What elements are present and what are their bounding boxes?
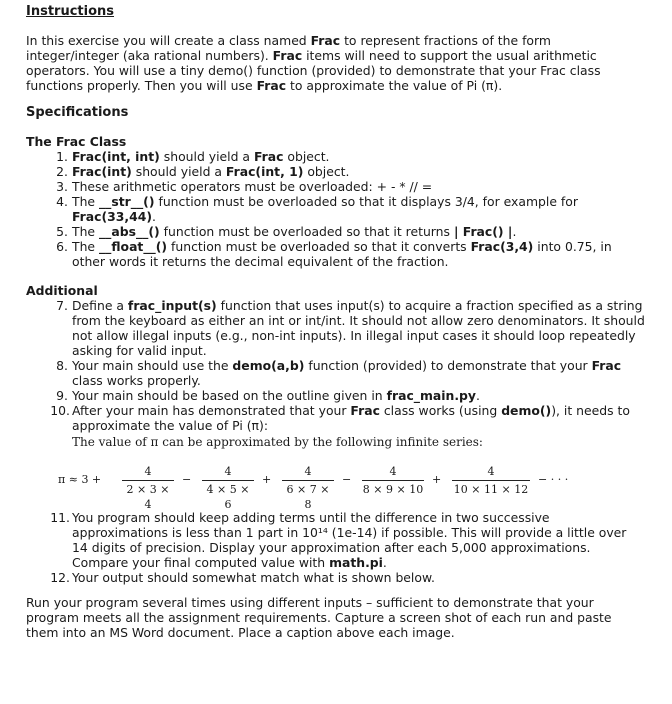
intro-bold: Frac bbox=[256, 78, 287, 93]
term-numerator: 4 bbox=[452, 464, 530, 481]
item-bold: demo(a,b) bbox=[232, 358, 305, 373]
series-term bbox=[282, 464, 334, 512]
item-text: object. bbox=[283, 149, 330, 164]
item-text: Your output should somewhat match what is shown below. bbox=[72, 570, 435, 585]
additional-heading: Additional bbox=[26, 283, 98, 298]
formula-operator: + bbox=[432, 473, 442, 486]
term-denominator: 2 × 3 × 4 bbox=[126, 483, 170, 511]
list-item bbox=[26, 179, 646, 194]
item-bold: frac_input(s) bbox=[127, 298, 217, 313]
item-bold: Frac(int, 1) bbox=[225, 164, 304, 179]
item-text: Your main should use the bbox=[72, 358, 233, 373]
item-text: . bbox=[382, 555, 387, 570]
item-number: 6. bbox=[56, 239, 68, 254]
item-text: ), it needs to approximate the value of Pi (π): bbox=[72, 403, 630, 433]
item-text: function (provided) to demonstrate that your bbox=[304, 358, 592, 373]
document bbox=[26, 4, 646, 640]
item-text: class works (using bbox=[379, 403, 502, 418]
specifications-heading: Specifications bbox=[26, 105, 129, 120]
frac-class-list bbox=[26, 149, 646, 269]
item-text: Your main should be based on the outline given in bbox=[72, 388, 387, 403]
item-bold: Frac(33,44) bbox=[72, 209, 153, 224]
list-item bbox=[26, 388, 646, 403]
item-bold: Frac bbox=[350, 403, 380, 418]
list-item bbox=[26, 570, 646, 585]
item-bold: __abs__() bbox=[98, 224, 160, 239]
item-text: The bbox=[72, 194, 99, 209]
formula-tail: − · · · bbox=[538, 473, 569, 486]
series-term bbox=[452, 464, 530, 497]
additional-list bbox=[26, 298, 646, 450]
item-number: 8. bbox=[56, 358, 68, 373]
formula-lead: π ≈ 3 + bbox=[58, 473, 102, 486]
series-term bbox=[122, 464, 174, 512]
item-text: After your main has demonstrated that your bbox=[72, 403, 351, 418]
term-denominator: 8 × 9 × 10 bbox=[362, 483, 424, 496]
item-text: . bbox=[512, 224, 517, 239]
item-text: . bbox=[152, 209, 156, 224]
list-item bbox=[26, 510, 646, 570]
intro-paragraph bbox=[26, 33, 646, 93]
term-denominator: 6 × 7 × 8 bbox=[286, 483, 330, 511]
item-text: object. bbox=[303, 164, 350, 179]
intro-text: to represent fractions of the form integer/integer (aka rational numbers). bbox=[26, 33, 551, 63]
pi-series-formula bbox=[26, 450, 646, 510]
item-text: into 0.75, in other words it returns the decimal equivalent of the fraction. bbox=[72, 239, 612, 269]
item-number: 10. bbox=[50, 403, 70, 418]
list-item bbox=[26, 164, 646, 179]
item-text: should yield a bbox=[131, 164, 226, 179]
item-text: function must be overloaded so that it returns bbox=[159, 224, 454, 239]
list-item bbox=[26, 298, 646, 358]
series-term bbox=[362, 464, 424, 497]
term-numerator: 4 bbox=[122, 464, 174, 481]
item-text: These arithmetic operators must be overloaded: + - * // = bbox=[72, 179, 433, 194]
item-number: 5. bbox=[56, 224, 68, 239]
item-number: 12. bbox=[50, 570, 70, 585]
item-bold: frac_main.py bbox=[386, 388, 476, 403]
term-denominator: 4 × 5 × 6 bbox=[206, 483, 250, 511]
term-numerator: 4 bbox=[362, 464, 424, 481]
formula-operator: − bbox=[342, 473, 352, 486]
series-description: The value of π can be approximated by the following infinite series: bbox=[72, 435, 483, 449]
item-bold: Frac(3,4) bbox=[470, 239, 534, 254]
item-bold: Frac(int, int) bbox=[72, 149, 160, 164]
item-number: 11. bbox=[50, 510, 70, 525]
list-item bbox=[26, 149, 646, 164]
closing-paragraph: Run your program several times using different inputs – sufficient to demonstrate that your program meets all the assignment requirements. Capture a screen shot of each run and paste them into an MS Word document. Place a caption above each image. bbox=[26, 595, 612, 640]
page-title: Instructions bbox=[26, 4, 115, 19]
list-item bbox=[26, 239, 646, 269]
item-text: . bbox=[475, 388, 480, 403]
term-numerator: 4 bbox=[282, 464, 334, 481]
item-bold: Frac bbox=[591, 358, 622, 373]
item-bold: Frac bbox=[253, 149, 284, 164]
item-number: 7. bbox=[56, 298, 68, 313]
list-item bbox=[26, 194, 646, 224]
list-item bbox=[26, 358, 646, 388]
intro-text: to approximate the value of Pi (π). bbox=[286, 78, 503, 93]
item-number: 4. bbox=[56, 194, 68, 209]
formula-operator: + bbox=[262, 473, 272, 486]
series-term bbox=[202, 464, 254, 512]
item-bold: | Frac() | bbox=[453, 224, 513, 239]
item-text: function must be overloaded so that it displays 3/4, for example for bbox=[154, 194, 578, 209]
item-text: The bbox=[72, 224, 99, 239]
item-text: function must be overloaded so that it converts bbox=[167, 239, 471, 254]
intro-bold: Frac bbox=[272, 48, 303, 63]
final-list bbox=[26, 510, 646, 585]
item-text: function that uses input(s) to acquire a fraction specified as a string from the keyboard as either an int or int/int. It should not allow zero denominators. It should not allow illegal inputs (e.g., non-int inputs). In illegal input cases it should loop repeatedly asking for valid input. bbox=[72, 298, 645, 358]
term-numerator: 4 bbox=[202, 464, 254, 481]
list-item bbox=[26, 403, 646, 450]
item-number: 1. bbox=[56, 149, 68, 164]
item-bold: demo() bbox=[501, 403, 552, 418]
item-text: Define a bbox=[72, 298, 128, 313]
item-text: You program should keep adding terms until the difference in two successive approximations is less than 1 part in 10¹⁴ (1e-14) if possible. This will provide a little over 14 digits of precision. Display your approximation after each 5,000 approximations. Compare your final computed value with bbox=[72, 510, 627, 570]
item-text: should yield a bbox=[159, 149, 254, 164]
item-number: 3. bbox=[56, 179, 68, 194]
formula-operator: − bbox=[182, 473, 192, 486]
item-bold: Frac(int) bbox=[72, 164, 132, 179]
intro-text: items will need to support the usual arithmetic operators. You will use a tiny demo() function (provided) to demonstrate that your Frac class functions properly. Then you will use bbox=[26, 48, 601, 93]
item-text: class works properly. bbox=[72, 373, 201, 388]
intro-bold: Frac bbox=[310, 33, 341, 48]
frac-class-heading: The Frac Class bbox=[26, 134, 127, 149]
intro-text: In this exercise you will create a class named bbox=[26, 33, 311, 48]
item-bold: __float__() bbox=[98, 239, 168, 254]
term-denominator: 10 × 11 × 12 bbox=[453, 483, 529, 496]
item-bold: math.pi bbox=[329, 555, 383, 570]
item-bold: __str__() bbox=[98, 194, 155, 209]
item-number: 9. bbox=[56, 388, 68, 403]
item-number: 2. bbox=[56, 164, 68, 179]
list-item bbox=[26, 224, 646, 239]
item-text: The bbox=[72, 239, 99, 254]
